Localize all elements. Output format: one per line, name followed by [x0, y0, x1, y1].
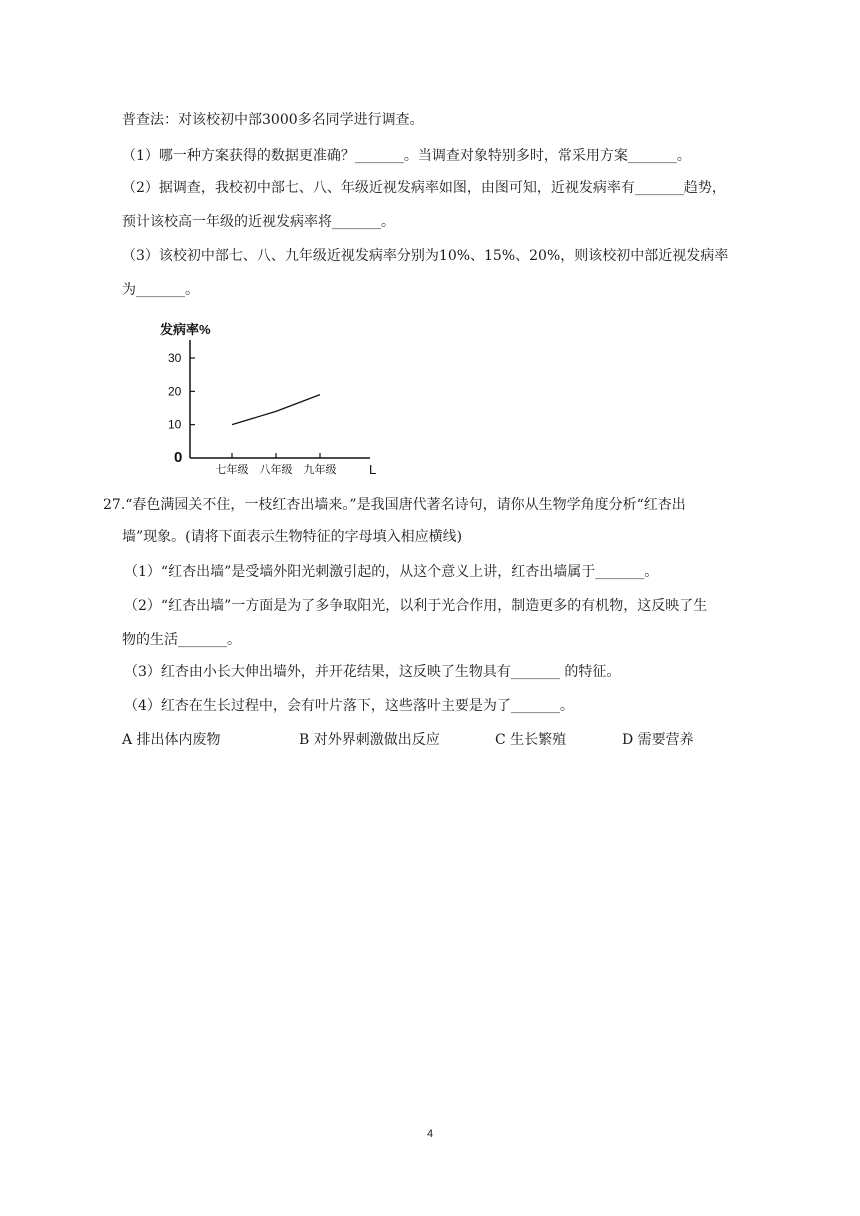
question-2-cont: 预计该校高一年级的近视发病率将_______。 [122, 214, 395, 230]
question-27: 27.“春色满园关不住，一枝红杏出墙来。”是我国唐代著名诗句，请你从生物学角度分析“红杏出 [103, 497, 686, 513]
question-3-cont: 为_______。 [122, 282, 199, 298]
y-tick-label: 10 [168, 417, 182, 432]
x-tick-label: 九年级 [303, 464, 337, 476]
option-d: D 需要营养 [622, 732, 694, 748]
option-c: C 生长繁殖 [495, 732, 567, 748]
series-line [232, 395, 320, 425]
page-number: 4 [426, 1128, 434, 1140]
question-27-2-cont: 物的生活_______。 [122, 632, 241, 648]
x-tick-label: 七年级 [215, 464, 249, 476]
y-tick-label: 30 [168, 351, 182, 365]
question-27-cont: 墙”现象。(请将下面表示生物特征的字母填入相应横线) [122, 529, 463, 545]
line-chart [150, 318, 390, 478]
option-b: B 对外界刺激做出反应 [299, 732, 440, 748]
question-1: （1）哪一种方案获得的数据更准确？_______。当调查对象特别多时，常采用方案_______。 [122, 148, 691, 164]
question-27-4: （4）红杏在生长过程中，会有叶片落下，这些落叶主要是为了_______。 [124, 698, 574, 714]
question-27-2: （2）“红杏出墙”一方面是为了多争取阳光，以利于光合作用，制造更多的有机物，这反映了生 [124, 598, 708, 614]
question-3: （3）该校初中部七、八、九年级近视发病率分别为10%、15%、20%，则该校初中部近视发病率 [122, 248, 729, 264]
option-a: A 排出体内废物 [122, 732, 221, 748]
question-2: （2）据调查，我校初中部七、八、年级近视发病率如图，由图可知，近视发病率有_______趋势， [122, 180, 726, 196]
text-line: 普查法：对该校初中部3000多名同学进行调查。 [122, 112, 424, 128]
answer-options [122, 730, 822, 750]
question-27-1: （1）“红杏出墙”是受墙外阳光刺激引起的，从这个意义上讲，红杏出墙属于_______。 [124, 564, 659, 580]
x-tick-label: 八年级 [259, 464, 293, 476]
y-tick-label: 20 [168, 384, 182, 399]
y-tick-label: 0 [174, 449, 183, 466]
question-27-3: （3）红杏由小长大伸出墙外，并开花结果，这反映了生物具有_______ 的特征。 [124, 664, 621, 680]
chart-title: 发病率% [160, 322, 211, 337]
axis-end-mark: L [369, 462, 377, 477]
